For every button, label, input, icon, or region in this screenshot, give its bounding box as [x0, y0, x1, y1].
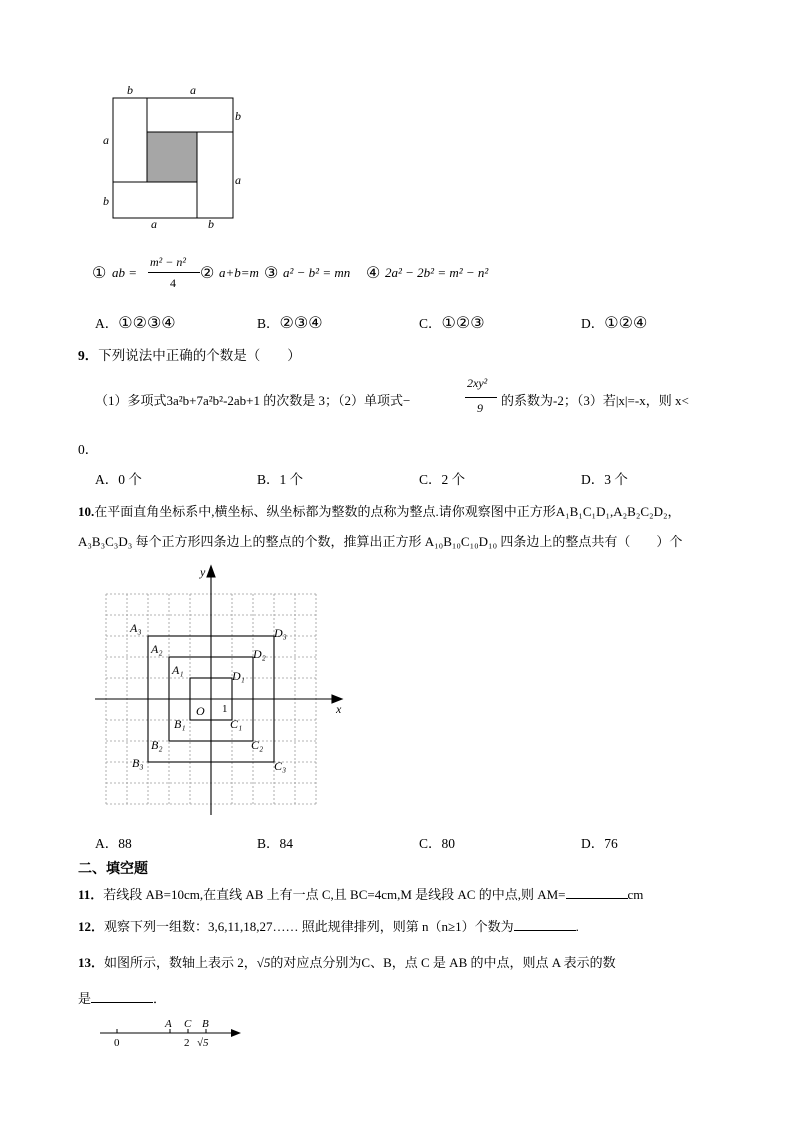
q8-option-c[interactable]: C．①②③: [419, 315, 485, 332]
q10-line2: A₃B₃C₃D₃ 每个正方形四条边上的整点的个数，推算出正方形 A₁₀B₁₀C₁₀D₁₀ 四条边上的整点共有（ ）个: [78, 534, 683, 549]
axis-sqrt5: √5: [197, 1037, 209, 1049]
q9-stem: 9．下列说法中正确的个数是（ ）: [78, 348, 301, 363]
label-a-left: a: [103, 133, 109, 147]
s1-num: ①: [92, 265, 107, 282]
axes: [95, 566, 342, 815]
label-y: y: [200, 565, 206, 579]
label-B1: B₁: [174, 717, 186, 731]
q13-line1: 13．如图所示，数轴上表示 2，√5的对应点分别为C、B，点 C 是 AB 的中点，则点 A 表示的数: [78, 955, 616, 970]
label-a-bottom: a: [151, 217, 157, 230]
label-D2: D₂: [253, 647, 266, 661]
q9-line1-b: 的系数为-2；（3）若|x|=-x，则 x<: [501, 393, 689, 408]
label-C2: C₂: [251, 738, 264, 752]
q10-option-c[interactable]: C．80: [419, 836, 456, 851]
label-C1: C₁: [230, 717, 243, 731]
label-b-bottom: b: [208, 217, 214, 230]
label-O: O: [196, 704, 205, 718]
q12: 12．观察下列一组数：3,6,11,18,27…… 照此规律排列，则第 n（n≥1）个数为 .: [78, 919, 579, 934]
label-b-top: b: [127, 83, 133, 97]
q9-option-b[interactable]: B．1 个: [257, 472, 304, 487]
q11-blank[interactable]: [566, 885, 628, 899]
s4-num: ④: [366, 265, 381, 282]
q8-square-figure: [95, 80, 265, 230]
q13-blank[interactable]: [91, 989, 153, 1003]
s1-frac-bar: [148, 272, 200, 273]
s3-text: a² − b² = mn: [283, 265, 351, 280]
q9-frac-bar: [465, 397, 497, 398]
label-B2: B₂: [151, 738, 163, 752]
q8-option-a[interactable]: A．①②③④: [95, 315, 176, 332]
label-one: 1: [222, 703, 228, 715]
s2-num: ②: [200, 265, 215, 282]
label-C3: C₃: [274, 759, 287, 773]
section-title: 二、填空题: [78, 861, 148, 877]
axis-B: B: [202, 1018, 209, 1030]
s2-text: a+b=m: [219, 265, 259, 280]
q9-line1: （1）多项式3a²b+7a²b²-2ab+1 的次数是 3；（2）单项式−: [95, 393, 411, 408]
q13-line2: 是 ．: [78, 991, 167, 1006]
s3-num: ③: [264, 265, 279, 282]
s1-frac-den: 4: [170, 276, 176, 290]
label-A1: A₁: [172, 663, 184, 677]
label-B3: B₃: [132, 756, 144, 770]
q8-option-d[interactable]: D．①②④: [581, 315, 648, 332]
q10-option-d[interactable]: D．76: [581, 836, 618, 851]
q13-number-line: [95, 1015, 255, 1055]
label-b-right: b: [235, 109, 241, 123]
q9-line2: 0．: [78, 442, 99, 457]
s1-frac-top: m² − n²: [150, 255, 186, 269]
q9-frac-top: 2xy²: [467, 376, 488, 390]
q10-line1: 10.在平面直角坐标系中,横坐标、纵坐标都为整数的点称为整点.请你观察图中正方形A₁B₁C₁D₁,A₂B₂C₂D₂，: [78, 504, 681, 519]
q9-option-d[interactable]: D．3 个: [581, 472, 628, 487]
q10-option-a[interactable]: A．88: [95, 836, 132, 851]
q12-blank[interactable]: [514, 917, 576, 931]
q10-coordinate-figure: [90, 560, 360, 820]
label-b-left: b: [103, 194, 109, 208]
q11: 11．若线段 AB=10cm,在直线 AB 上有一点 C,且 BC=4cm,M 是线段 AC 的中点,则 AM= cm: [78, 887, 644, 902]
q8-option-b[interactable]: B．②③④: [257, 315, 323, 332]
q9-option-a[interactable]: A．0 个: [95, 472, 142, 487]
label-D1: D₁: [232, 669, 245, 683]
q10-option-b[interactable]: B．84: [257, 836, 294, 851]
q8-shaded-square: [147, 132, 197, 182]
label-a-right: a: [235, 173, 241, 187]
axis-A: A: [165, 1018, 172, 1030]
axis-two: 2: [184, 1037, 190, 1049]
label-x: x: [336, 702, 342, 716]
label-A2: A₂: [151, 642, 163, 656]
s4-text: 2a² − 2b² = m² − n²: [385, 265, 489, 280]
s1-lhs: ab =: [112, 265, 138, 280]
q9-frac-bot: 9: [477, 401, 483, 415]
label-D3: D₃: [274, 626, 287, 640]
label-a-top: a: [190, 83, 196, 97]
q9-option-c[interactable]: C．2 个: [419, 472, 466, 487]
label-A3: A₃: [130, 621, 142, 635]
axis-C: C: [184, 1018, 192, 1030]
axis-zero: 0: [114, 1037, 120, 1049]
